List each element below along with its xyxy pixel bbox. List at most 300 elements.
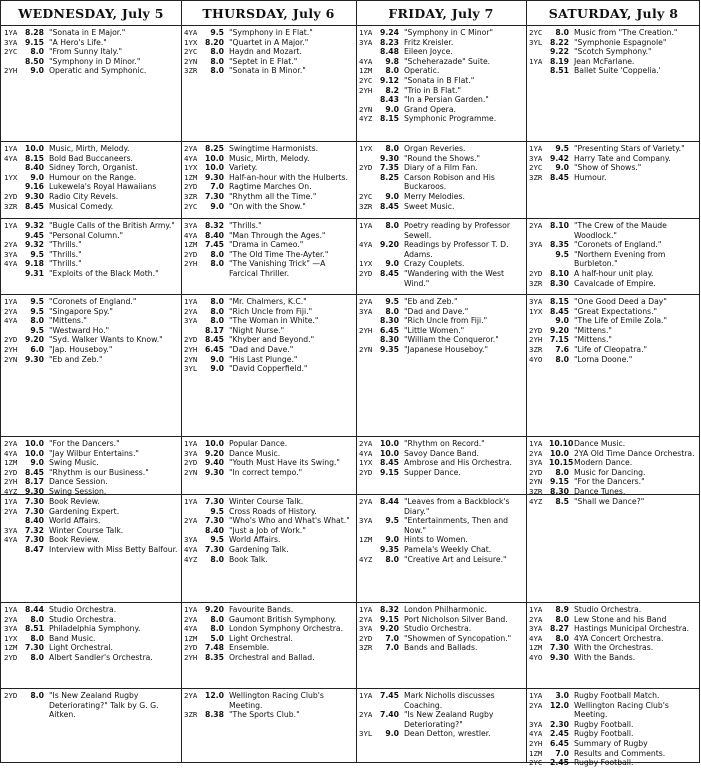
broadcast-time: 8.44 xyxy=(25,605,44,614)
station-code: 1YX xyxy=(529,306,543,316)
station-code: 2YD xyxy=(4,652,18,662)
broadcast-time: 8.0 xyxy=(210,297,224,306)
station-code xyxy=(184,326,204,336)
station-code: 1YA xyxy=(359,28,373,37)
station-code xyxy=(359,316,379,326)
programme-title: "Exploits of the Black Moth." xyxy=(49,268,159,278)
programme-title: Port Nicholson Silver Band. xyxy=(404,614,508,624)
programme-title: "Who's Who and What's What." xyxy=(229,516,350,526)
programme-title: Jean McFarlane. xyxy=(574,56,635,66)
programme-title: Rugby Football. xyxy=(574,719,634,729)
programme-title: "His Last Plunge." xyxy=(229,354,298,364)
station-code: 4YA xyxy=(184,230,198,240)
station-code xyxy=(529,66,549,76)
programme-entry xyxy=(4,297,179,307)
programme-title: "Symphony in D Minor." xyxy=(49,56,141,66)
programme-entry xyxy=(184,47,354,57)
programme-entry xyxy=(529,335,699,345)
programme-entry xyxy=(359,497,524,516)
programme-entry xyxy=(4,250,179,260)
programme-title: Dean Detton, wrestler. xyxy=(404,729,491,739)
broadcast-time: 8.0 xyxy=(555,614,569,624)
programme-cell xyxy=(181,495,356,602)
broadcast-time: 8.10 xyxy=(550,268,569,278)
station-code: 1YX xyxy=(359,144,373,153)
programme-title: "Rich Uncle from Fiji." xyxy=(229,306,313,316)
broadcast-time: 8.45 xyxy=(380,458,399,468)
programme-entry xyxy=(359,335,524,345)
station-code: 2YH xyxy=(184,344,198,354)
programme-title: Band Music. xyxy=(49,633,96,643)
programme-cell xyxy=(356,495,526,602)
programme-entry xyxy=(359,57,524,67)
programme-entry xyxy=(359,615,524,625)
programme-entry xyxy=(184,516,354,526)
station-code: 1YX xyxy=(4,633,18,643)
programme-cell xyxy=(181,26,356,141)
broadcast-time: 5.0 xyxy=(210,633,224,643)
broadcast-time: 9.8 xyxy=(385,56,399,66)
broadcast-time: 9.30 xyxy=(25,486,44,496)
station-code: 1YX xyxy=(184,163,198,173)
programme-entry xyxy=(529,355,699,365)
programme-entry xyxy=(529,720,699,730)
broadcast-time: 2.45 xyxy=(550,758,569,768)
programme-title: With the Bands. xyxy=(574,652,636,662)
programme-title: With the Orchestras. xyxy=(574,643,654,653)
programme-entry xyxy=(4,66,179,76)
programme-title: "Lorna Doone." xyxy=(574,354,633,364)
programme-entry xyxy=(4,615,179,625)
programme-entry xyxy=(529,615,699,625)
station-code: 1ZM xyxy=(4,458,18,468)
programme-title: "Syd. Walker Wants to Know." xyxy=(49,335,163,345)
programme-title: "Eb and Zeb." xyxy=(404,297,458,306)
programme-title: "Sonata in E Major." xyxy=(49,28,126,37)
broadcast-time: 9.30 xyxy=(205,467,224,477)
programme-entry xyxy=(184,545,354,555)
programme-entry xyxy=(529,749,699,759)
station-code xyxy=(4,163,24,173)
programme-title: "Showmen of Syncopation." xyxy=(404,633,512,643)
programme-title: "Coronets of England." xyxy=(49,297,137,306)
programme-entry xyxy=(359,269,524,288)
station-code: 2YD xyxy=(4,335,18,345)
programme-entry xyxy=(359,154,524,164)
station-code: 2YD xyxy=(359,268,373,278)
programme-entry xyxy=(529,240,699,250)
programme-title: Operatic and Symphonic. xyxy=(49,66,147,76)
programme-entry xyxy=(359,624,524,634)
programme-title: Popular Dance. xyxy=(229,439,288,448)
broadcast-time: 8.0 xyxy=(30,691,44,700)
broadcast-time: 8.40 xyxy=(25,163,44,173)
station-code xyxy=(4,545,24,555)
programme-entry xyxy=(4,47,179,57)
broadcast-time: 8.51 xyxy=(550,66,569,76)
station-code xyxy=(184,526,204,536)
station-code: 1ZM xyxy=(184,633,198,643)
broadcast-time: 9.15 xyxy=(550,477,569,487)
programme-title: "Rhythm all the Time." xyxy=(229,191,317,201)
programme-entry xyxy=(4,605,179,615)
programme-entry xyxy=(184,449,354,459)
programme-entry xyxy=(529,154,699,164)
broadcast-time: 9.22 xyxy=(550,47,569,57)
programme-title: Swingtime Harmonists. xyxy=(229,144,319,153)
station-code: 2YA xyxy=(359,439,373,448)
programme-title: Organ Reveries. xyxy=(404,144,466,153)
programme-title: "The Crew of the Maude Woodlock." xyxy=(574,221,667,240)
station-code: 1YA xyxy=(4,221,18,230)
programme-title: "From Sunny Italy." xyxy=(49,47,123,57)
programme-entry xyxy=(184,526,354,536)
programme-entry xyxy=(4,345,179,355)
programme-title: Wellington Racing Club's Meeting. xyxy=(229,691,324,710)
programme-entry xyxy=(4,634,179,644)
programme-title: Music, Mirth, Melody. xyxy=(49,144,130,153)
programme-entry xyxy=(359,202,524,212)
programme-entry xyxy=(4,468,179,478)
programme-entry xyxy=(529,47,699,57)
broadcast-time: 10.10 xyxy=(549,439,574,448)
broadcast-time: 8.0 xyxy=(210,316,224,326)
broadcast-time: 7.30 xyxy=(205,516,224,526)
programme-title: "Leaves from a Backblock's Diary." xyxy=(404,497,510,516)
programme-cell xyxy=(356,437,526,494)
station-code: 4YA xyxy=(184,153,198,163)
programme-entry xyxy=(529,38,699,48)
station-code: 1ZM xyxy=(4,643,18,653)
programme-cell xyxy=(1,603,181,688)
broadcast-time: 12.0 xyxy=(205,691,224,700)
station-code: 4YZ xyxy=(359,114,373,124)
programme-title: Gardening Expert. xyxy=(49,506,120,516)
programme-title: Interview with Miss Betty Balfour. xyxy=(49,544,178,554)
broadcast-time: 10.0 xyxy=(205,439,224,448)
programme-title: "Mittens." xyxy=(574,335,612,345)
programme-entry xyxy=(359,192,524,202)
programme-title: "Thrills." xyxy=(229,221,262,230)
station-code: 3YA xyxy=(359,37,373,47)
programme-entry xyxy=(184,182,354,192)
programme-title: "Drama in Cameo." xyxy=(229,240,304,250)
broadcast-time: 9.0 xyxy=(30,172,44,182)
broadcast-time: 9.31 xyxy=(25,268,44,278)
programme-title: "For the Dancers." xyxy=(574,477,645,487)
programme-entry xyxy=(4,173,179,183)
broadcast-time: 8.32 xyxy=(205,221,224,230)
programme-cell xyxy=(526,495,701,602)
programme-entry xyxy=(359,545,524,555)
broadcast-time: 9.0 xyxy=(385,259,399,269)
programme-title: "Mittens." xyxy=(49,316,87,326)
station-code: 1YA xyxy=(184,605,198,614)
programme-cell xyxy=(1,689,181,764)
programme-cell xyxy=(181,603,356,688)
station-code xyxy=(359,154,379,164)
station-code: 2YA xyxy=(359,497,373,506)
programme-entry xyxy=(359,634,524,644)
programme-entry xyxy=(4,38,179,48)
station-code: 3YA xyxy=(4,249,18,259)
programme-title: "Great Expectations." xyxy=(574,306,658,316)
programme-entry xyxy=(4,449,179,459)
programme-entry xyxy=(529,66,699,76)
programme-title: Hints to Women. xyxy=(404,535,468,545)
programme-cell xyxy=(526,689,701,768)
programme-title: Diary of a Film Fan. xyxy=(404,163,478,173)
broadcast-time: 8.43 xyxy=(380,95,399,105)
programme-entry xyxy=(359,221,524,240)
programme-title: Dance Music. xyxy=(574,439,626,448)
broadcast-time: 8.25 xyxy=(205,144,224,153)
programme-title: Favourite Bands. xyxy=(229,605,294,614)
programme-entry xyxy=(4,269,179,279)
programme-title: "Coronets of England." xyxy=(574,240,662,250)
station-code xyxy=(359,173,379,192)
station-code: 2YH xyxy=(184,652,198,662)
station-code: 2YA xyxy=(184,516,198,526)
programme-entry xyxy=(4,307,179,317)
broadcast-time: 8.0 xyxy=(210,249,224,259)
broadcast-time: 8.0 xyxy=(555,28,569,37)
station-code: 2YD xyxy=(529,467,543,477)
station-code: 3YA xyxy=(184,535,198,545)
programme-entry xyxy=(4,545,179,555)
station-code: 2YC xyxy=(529,28,543,37)
programme-entry xyxy=(4,154,179,164)
station-code: 4YA xyxy=(359,56,373,66)
station-code: 2YH xyxy=(529,738,543,748)
programme-title: Ensemble. xyxy=(229,643,270,653)
programme-entry xyxy=(184,535,354,545)
programme-title: "The Life of Emile Zola." xyxy=(574,316,668,326)
programme-entry xyxy=(4,192,179,202)
broadcast-time: 7.40 xyxy=(380,710,399,720)
programme-cell xyxy=(526,295,701,436)
station-code: 1YA xyxy=(529,691,543,700)
programme-entry xyxy=(4,497,179,507)
station-code: 1YA xyxy=(4,297,18,306)
programme-entry xyxy=(4,335,179,345)
programme-title: Rugby Football Match. xyxy=(574,691,660,700)
station-code xyxy=(4,231,24,241)
programme-entry xyxy=(529,739,699,749)
programme-entry xyxy=(184,192,354,202)
programme-entry xyxy=(529,758,699,768)
station-code: 2YA xyxy=(4,506,18,516)
broadcast-time: 9.20 xyxy=(25,335,44,345)
station-code: 2YD xyxy=(184,643,198,653)
programme-entry xyxy=(359,605,524,615)
programme-entry xyxy=(529,279,699,289)
broadcast-time: 8.48 xyxy=(380,47,399,57)
programme-entry xyxy=(4,516,179,526)
programme-entry xyxy=(529,634,699,644)
station-code: 2YA xyxy=(529,448,543,458)
broadcast-time: 9.42 xyxy=(550,153,569,163)
station-code: 4YO xyxy=(529,652,543,662)
broadcast-time: 8.45 xyxy=(550,172,569,182)
programme-entry xyxy=(359,86,524,96)
programme-title: "Trio in B Flat." xyxy=(404,85,461,95)
programme-title: "Singapore Spy." xyxy=(49,306,113,316)
station-code xyxy=(4,516,24,526)
station-code: 3YA xyxy=(529,240,543,250)
station-code: 2YD xyxy=(184,335,198,345)
programme-title: "For the Dancers." xyxy=(49,439,120,448)
programme-title: "Presenting Stars of Variety." xyxy=(574,144,685,153)
station-code xyxy=(359,335,379,345)
programme-entry xyxy=(359,297,524,307)
programme-cell xyxy=(356,689,526,764)
station-code: 3YA xyxy=(359,516,373,526)
programme-cell xyxy=(1,219,181,294)
station-code: 2YA xyxy=(359,710,373,720)
broadcast-time: 8.0 xyxy=(385,221,399,230)
station-code: 3YA xyxy=(529,624,543,634)
programme-entry xyxy=(4,691,179,720)
broadcast-time: 9.5 xyxy=(385,516,399,526)
programme-title: "In correct tempo." xyxy=(229,467,303,477)
programme-title: Dance Session. xyxy=(49,477,108,487)
broadcast-time: 9.5 xyxy=(30,306,44,316)
programme-title: Studio Orchestra. xyxy=(404,624,472,634)
station-code: 2YD xyxy=(359,467,373,477)
broadcast-time: 9.12 xyxy=(380,75,399,85)
broadcast-time: 9.0 xyxy=(555,163,569,173)
programme-title: Haydn and Mozart. xyxy=(229,47,302,57)
station-code: 1YX xyxy=(4,172,18,182)
programme-cell xyxy=(526,142,701,218)
programme-cell xyxy=(356,142,526,218)
broadcast-time: 8.0 xyxy=(210,614,224,624)
broadcast-time: 8.45 xyxy=(380,268,399,278)
programme-entry xyxy=(4,535,179,545)
programme-cell xyxy=(181,689,356,764)
station-code: 3ZR xyxy=(529,486,543,496)
broadcast-time: 9.30 xyxy=(25,354,44,364)
programme-entry xyxy=(184,335,354,345)
programme-entry xyxy=(4,643,179,653)
broadcast-time: 9.15 xyxy=(25,37,44,47)
broadcast-time: 8.45 xyxy=(550,306,569,316)
programme-title: "Sonata in B Minor." xyxy=(229,66,306,76)
broadcast-time: 7.15 xyxy=(550,335,569,345)
programme-entry xyxy=(529,297,699,307)
programme-entry xyxy=(184,38,354,48)
broadcast-time: 8.23 xyxy=(380,37,399,47)
broadcast-time: 7.0 xyxy=(385,633,399,643)
programme-entry xyxy=(359,240,524,259)
station-code: 1YX xyxy=(359,259,373,269)
broadcast-time: 10.0 xyxy=(25,439,44,448)
broadcast-time: 10.0 xyxy=(25,448,44,458)
station-code: 3YA xyxy=(4,525,18,535)
programme-entry xyxy=(359,710,524,729)
broadcast-time: 8.0 xyxy=(210,66,224,76)
programme-title: Bands and Ballads. xyxy=(404,643,478,653)
programme-title: "Rhythm on Record." xyxy=(404,439,485,448)
broadcast-time: 8.50 xyxy=(25,56,44,66)
day-header-2: FRIDAY, July 7 xyxy=(388,5,494,21)
programme-title: "Thrills." xyxy=(49,240,82,250)
station-code: 2YC xyxy=(4,47,18,57)
programme-title: Fritz Kreisler. xyxy=(404,37,454,47)
broadcast-time: 6.45 xyxy=(380,325,399,335)
station-code xyxy=(359,545,379,555)
programme-title: "Thrills." xyxy=(49,259,82,269)
programme-title: A half-hour unit play. xyxy=(574,268,654,278)
station-code: 3YA xyxy=(359,624,373,634)
programme-entry xyxy=(4,624,179,634)
broadcast-time: 10.0 xyxy=(550,448,569,458)
programme-entry xyxy=(359,729,524,739)
programme-cell xyxy=(356,26,526,141)
station-code: 1ZM xyxy=(359,535,373,545)
broadcast-time: 9.0 xyxy=(555,316,569,326)
programme-title: Operatic. xyxy=(404,66,440,76)
programme-title: Swing Session. xyxy=(49,486,107,496)
broadcast-time: 8.0 xyxy=(30,47,44,57)
programme-entry xyxy=(184,240,354,250)
programme-entry xyxy=(359,345,524,355)
programme-cell xyxy=(356,295,526,436)
station-code: 3ZR xyxy=(529,344,543,354)
programme-title: Summary of Rugby xyxy=(574,738,648,748)
broadcast-time: 8.44 xyxy=(380,497,399,506)
broadcast-time: 9.0 xyxy=(385,535,399,545)
programme-title: Savoy Dance Band. xyxy=(404,448,479,458)
station-code: 2YD xyxy=(4,691,18,700)
station-code: 4YZ xyxy=(359,554,373,564)
programme-title: "On with the Show." xyxy=(229,201,306,211)
programme-title: "Is New Zealand Rugby Deteriorating?" Talk by G. G. Aitken. xyxy=(49,691,159,720)
programme-title: Cross Roads of History. xyxy=(229,506,317,516)
programme-entry xyxy=(184,605,354,615)
programme-entry xyxy=(529,458,699,468)
programme-entry xyxy=(359,114,524,124)
station-code: 3YL xyxy=(359,729,373,739)
programme-title: "Quartet in A Major." xyxy=(229,37,309,47)
broadcast-time: 9.5 xyxy=(30,249,44,259)
programme-entry xyxy=(184,259,354,278)
broadcast-time: 12.0 xyxy=(550,700,569,710)
programme-title: "Is New Zealand Rugby Deteriorating?" xyxy=(404,710,494,729)
programme-entry xyxy=(359,326,524,336)
programme-entry xyxy=(359,47,524,57)
programme-title: "Scheherazade" Suite. xyxy=(404,56,491,66)
programme-title: "Northern Evening from Burbleton." xyxy=(574,249,666,269)
programme-title: "Dad and Dave." xyxy=(229,344,294,354)
programme-entry xyxy=(359,163,524,173)
programme-title: 2YA Old Time Dance Orchestra. xyxy=(574,448,695,458)
station-code: 2YD xyxy=(529,268,543,278)
broadcast-time: 7.30 xyxy=(25,643,44,653)
broadcast-time: 7.30 xyxy=(205,191,224,201)
programme-title: "Septet in E Flat." xyxy=(229,56,298,66)
broadcast-time: 8.27 xyxy=(550,624,569,634)
programme-cell xyxy=(526,437,701,506)
broadcast-time: 10.0 xyxy=(25,144,44,153)
station-code xyxy=(529,250,549,269)
programme-title: Sidney Torch, Organist. xyxy=(49,163,138,173)
broadcast-time: 7.0 xyxy=(385,643,399,653)
programme-title: "The Sports Club." xyxy=(229,710,300,720)
broadcast-time: 8.0 xyxy=(210,554,224,564)
broadcast-time: 7.45 xyxy=(380,691,399,700)
